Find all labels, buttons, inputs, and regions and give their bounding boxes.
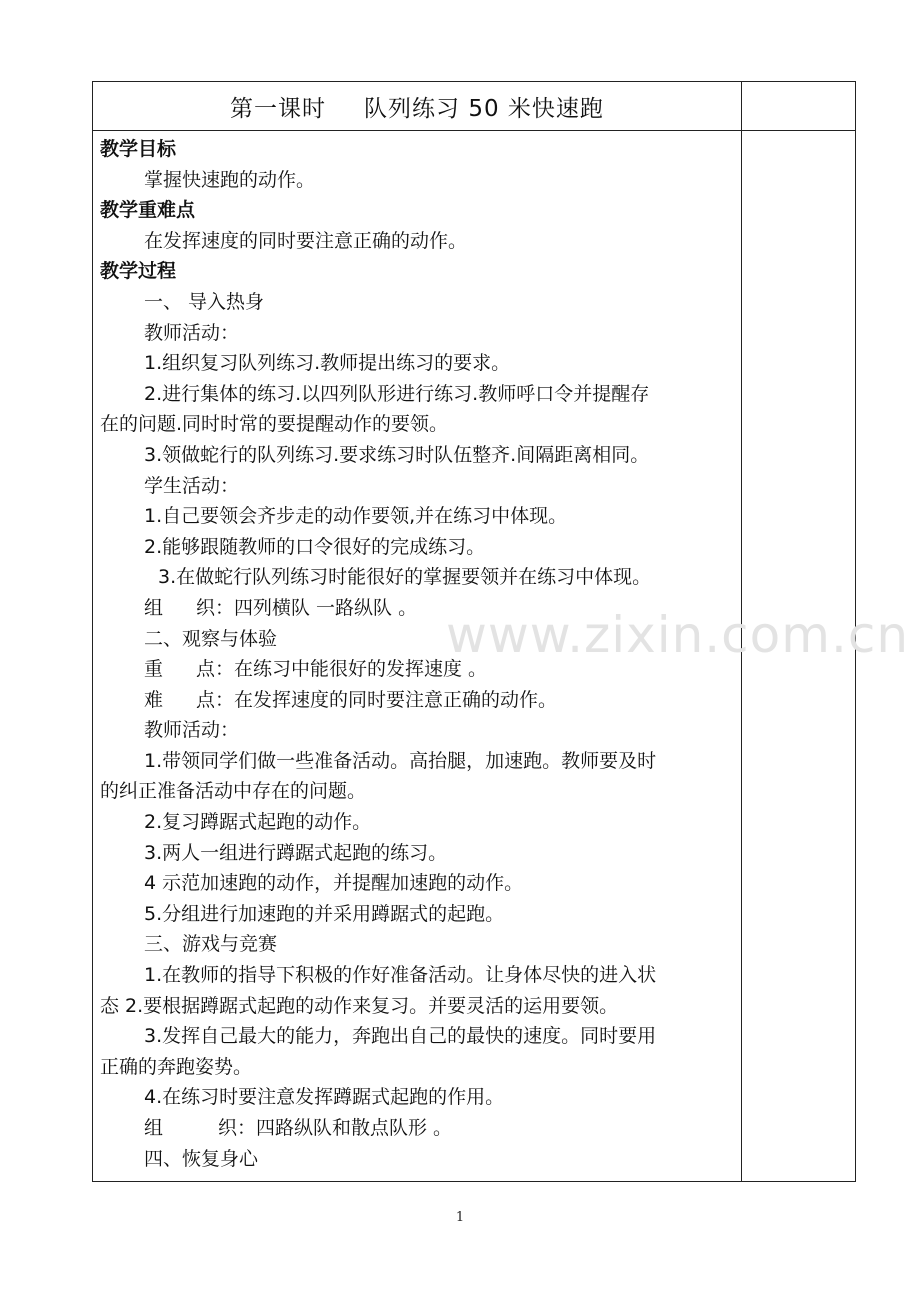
part3-heading: 三、游戏与竞赛 [144,933,278,956]
part1-teacher-item: 1.组织复习队列练习.教师提出练习的要求。 [144,352,511,375]
part1-student-item: 3.在做蛇行队列练习时能很好的掌握要领并在练习中体现。 [158,566,652,589]
part3-item-cont: 正确的奔跑姿势。 [100,1055,253,1078]
part2-heading: 二、观察与体验 [144,627,278,650]
part2-key-point: 重 点：在练习中能很好的发挥速度 。 [144,658,488,681]
part3-organization: 组 织：四路纵队和散点队形 。 [144,1117,453,1139]
part2-teacher-label: 教师活动： [144,719,240,742]
part3-item: 3.发挥自己最大的能力，奔跑出自己的最快的速度。同时要用 [144,1025,657,1048]
part1-teacher-label: 教师活动： [144,321,240,344]
difficulty-text: 在发挥速度的同时要注意正确的动作。 [144,229,468,252]
part2-teacher-item: 5.分组进行加速跑的并采用蹲踞式的起跑。 [144,902,505,925]
lesson-content [100,134,738,1174]
goal-text: 掌握快速跑的动作。 [144,168,316,191]
part2-teacher-item: 4 示范加速跑的动作，并提醒加速跑的动作。 [144,872,524,895]
part2-teacher-item: 1.带领同学们做一些准备活动。高抬腿，加速跑。教师要及时 [144,749,657,772]
table-column-divider [741,81,742,1182]
difficulty-heading: 教学重难点 [100,199,196,222]
watermark: www.zixin.com.cn [446,606,910,664]
part2-teacher-item: 3.两人一组进行蹲踞式起跑的练习。 [144,841,448,864]
lesson-title [93,82,741,130]
part4-heading: 四、恢复身心 [144,1147,259,1170]
lesson-title-period: 第一课时 [230,95,327,122]
part2-hard-point: 难 点：在发挥速度的同时要注意正确的动作。 [144,688,558,711]
part1-heading: 一、 导入热身 [144,290,265,313]
goal-heading: 教学目标 [100,138,177,160]
part3-item: 4.在练习时要注意发挥蹲踞式起跑的作用。 [144,1086,505,1109]
part1-student-item: 1.自己要领会齐步走的动作要领,并在练习中体现。 [144,505,568,528]
table-header-divider [92,130,856,131]
process-heading: 教学过程 [100,260,177,283]
part1-teacher-item-cont: 在的问题.同时时常的要提醒动作的要领。 [100,413,449,436]
page-number: 1 [455,1210,465,1225]
part3-item: 1.在教师的指导下积极的作好准备活动。让身体尽快的进入状 [144,964,657,987]
part1-organization: 组 织：四列横队 一路纵队 。 [144,596,418,619]
part2-teacher-item-cont: 的纠正准备活动中存在的问题。 [100,780,367,803]
part1-student-label: 学生活动： [144,474,240,497]
part3-item-cont: 态 2.要根据蹲踞式起跑的动作来复习。并要灵活的运用要领。 [100,994,619,1017]
part2-teacher-item: 2.复习蹲踞式起跑的动作。 [144,811,372,834]
lesson-title-topic: 队列练习 50 米快速跑 [364,95,604,122]
part1-teacher-item: 2.进行集体的练习.以四列队形进行练习.教师呼口令并提醒存 [144,382,650,405]
part1-teacher-item: 3.领做蛇行的队列练习.要求练习时队伍整齐.间隔距离相同。 [144,443,650,466]
part1-student-item: 2.能够跟随教师的口令很好的完成练习。 [144,535,486,558]
